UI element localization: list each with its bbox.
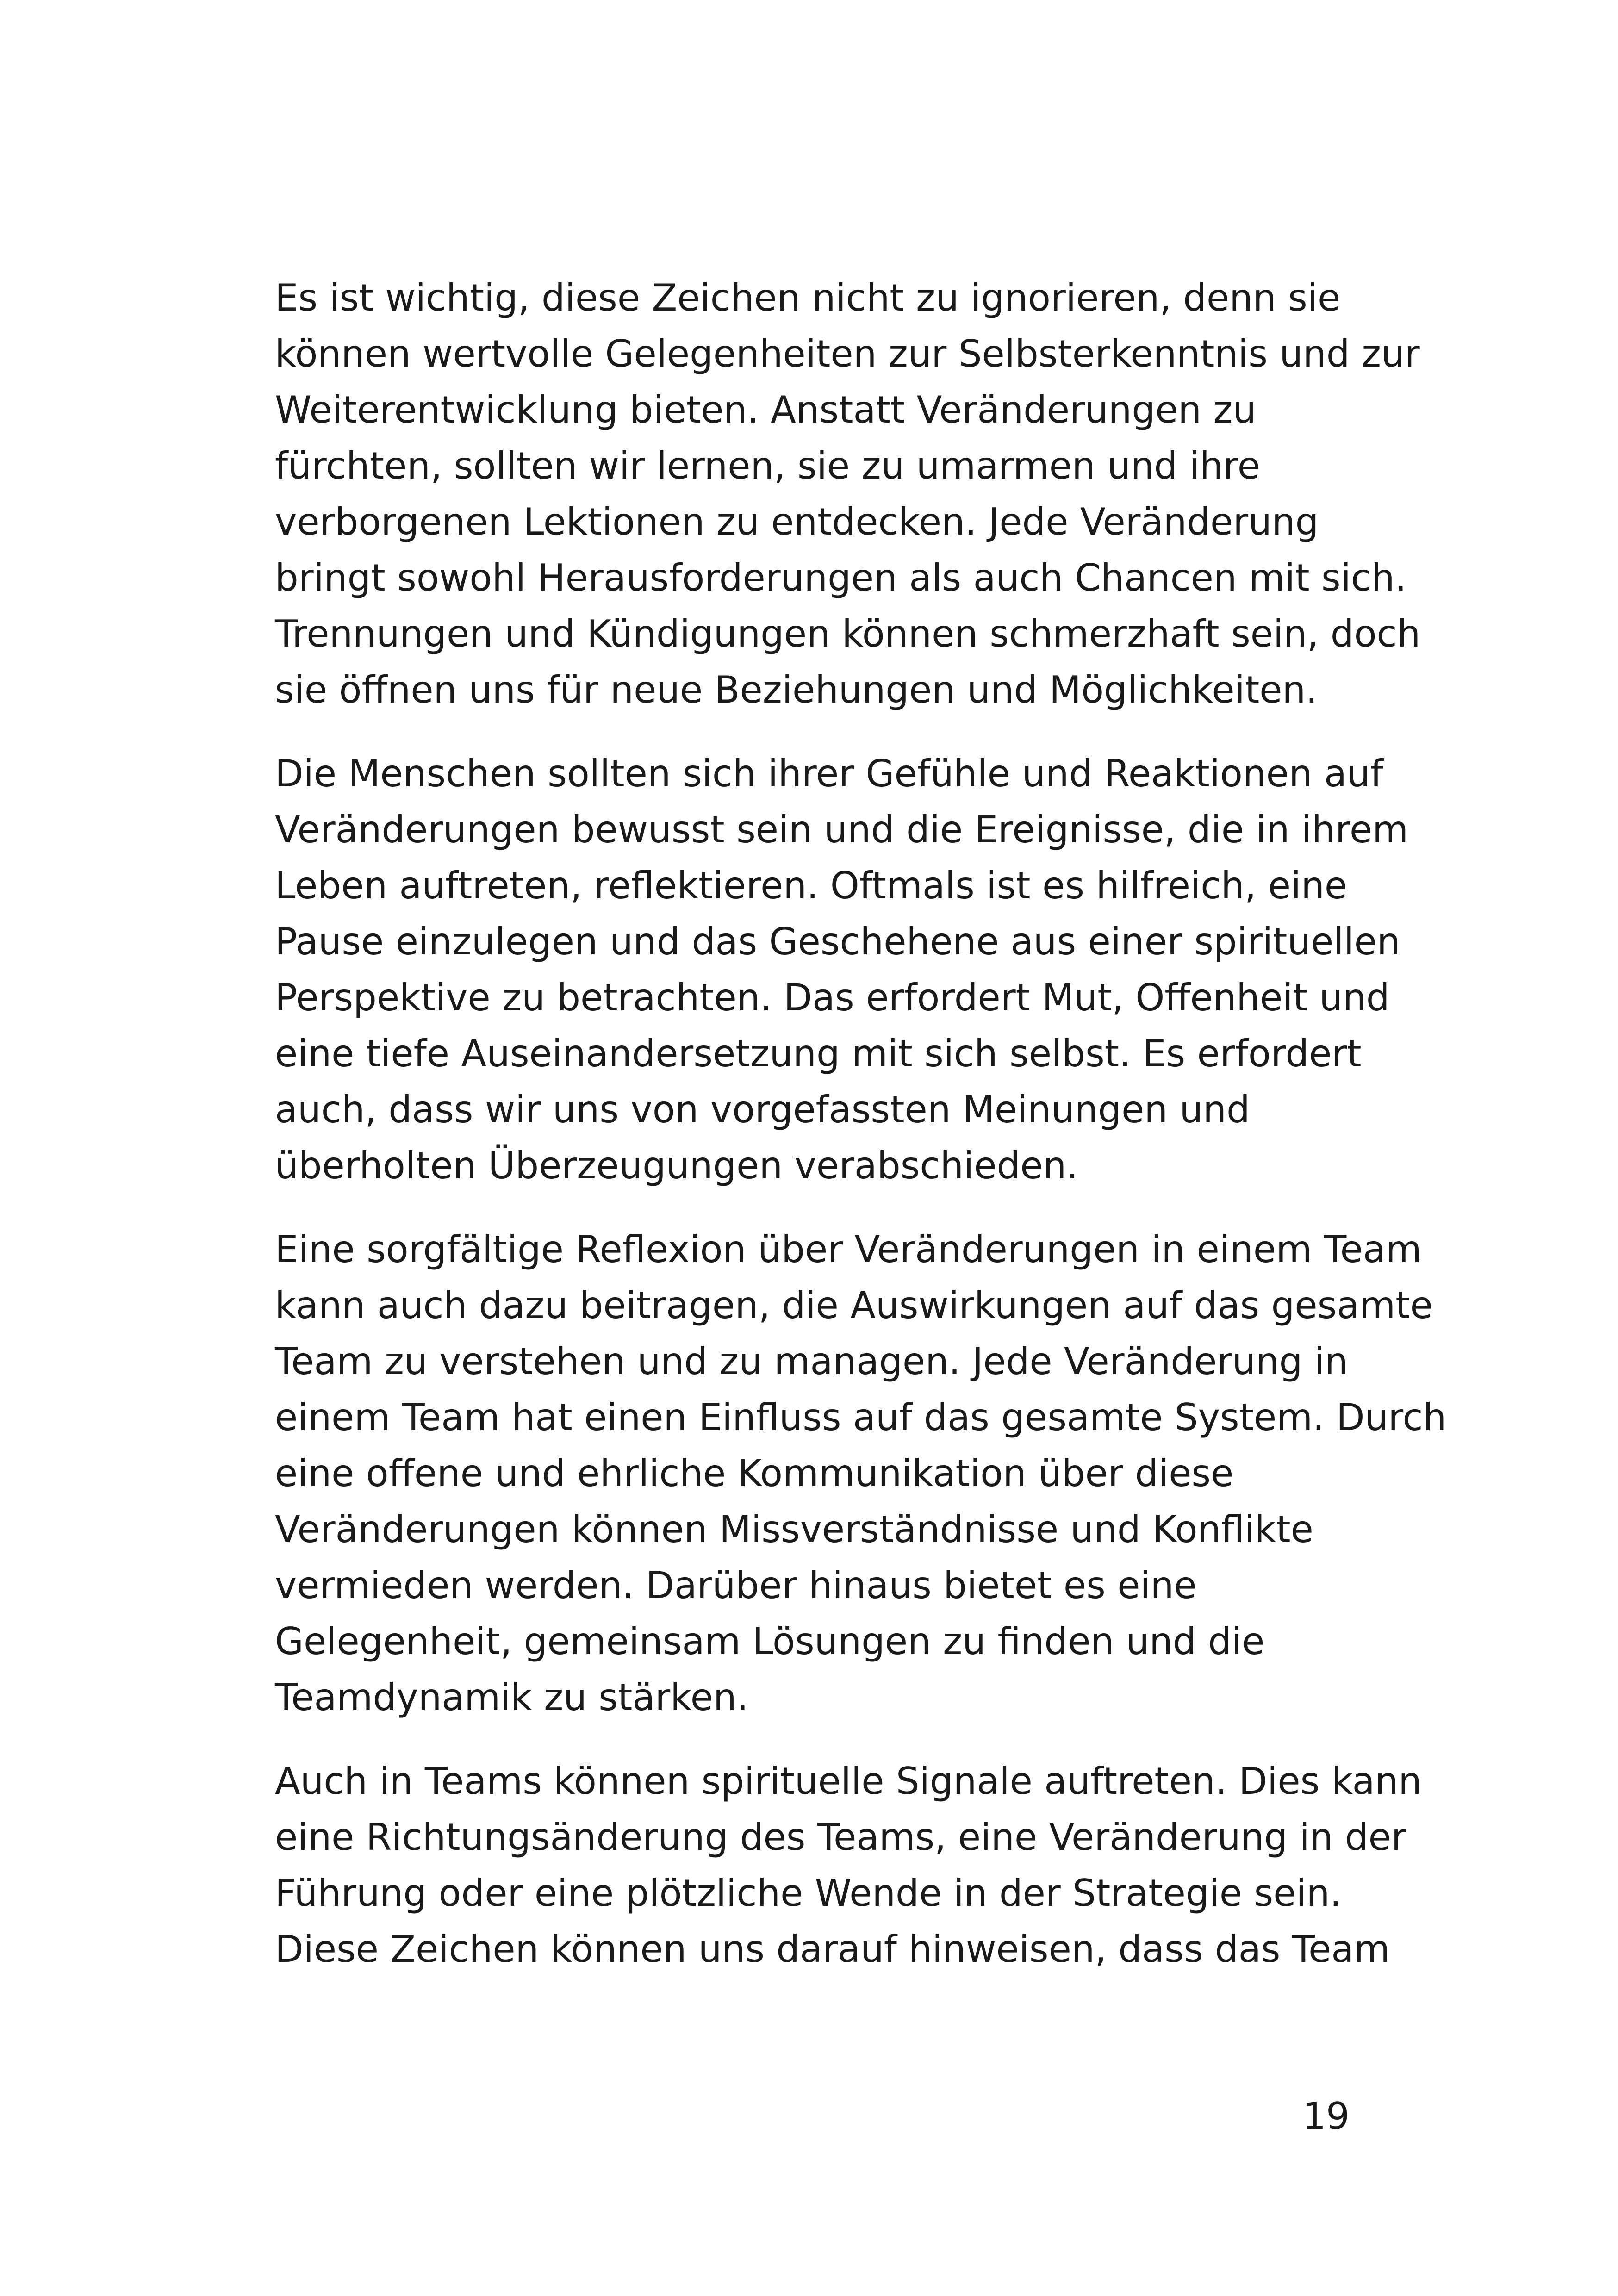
paragraph-3 — [275, 1221, 1447, 1725]
paragraph-4 — [275, 1753, 1422, 1977]
text-line: einem Team hat einen Einfluss auf das gesamte System. Durch — [275, 1396, 1447, 1439]
text-line: Eine sorgfältige Reflexion über Veränderungen in einem Team — [275, 1228, 1422, 1271]
text-line: Es ist wichtig, diese Zeichen nicht zu ignorieren, denn sie — [275, 276, 1341, 319]
body-text — [275, 270, 1447, 2005]
text-line: Gelegenheit, gemeinsam Lösungen zu finden und die — [275, 1620, 1265, 1663]
text-line: Diese Zeichen können uns darauf hinweisen, dass das Team — [275, 1928, 1390, 1971]
text-line: Veränderungen können Missverständnisse und Konflikte — [275, 1508, 1313, 1551]
page-number: 19 — [1302, 2095, 1350, 2138]
text-line: Trennungen und Kündigungen können schmerzhaft sein, doch — [275, 612, 1421, 655]
text-line: eine Richtungsänderung des Teams, eine Veränderung in der — [275, 1816, 1406, 1859]
text-line: eine offene und ehrliche Kommunikation über diese — [275, 1452, 1234, 1495]
text-line: fürchten, sollten wir lernen, sie zu umarmen und ihre — [275, 444, 1261, 487]
text-line: überholten Überzeugungen verabschieden. — [275, 1144, 1078, 1187]
text-line: kann auch dazu beitragen, die Auswirkungen auf das gesamte — [275, 1284, 1433, 1327]
text-line: eine tiefe Auseinandersetzung mit sich selbst. Es erfordert — [275, 1032, 1362, 1075]
text-line: Die Menschen sollten sich ihrer Gefühle und Reaktionen auf — [275, 752, 1383, 795]
text-line: verborgenen Lektionen zu entdecken. Jede Veränderung — [275, 500, 1319, 543]
text-line: auch, dass wir uns von vorgefassten Meinungen und — [275, 1088, 1250, 1131]
text-line: Pause einzulegen und das Geschehene aus einer spirituellen — [275, 920, 1400, 963]
text-line: Weiterentwicklung bieten. Anstatt Veränderungen zu — [275, 388, 1257, 431]
text-line: Führung oder eine plötzliche Wende in der Strategie sein. — [275, 1872, 1342, 1915]
text-line: Team zu verstehen und zu managen. Jede Veränderung in — [275, 1340, 1348, 1383]
text-line: Leben auftreten, reflektieren. Oftmals ist es hilfreich, eine — [275, 864, 1348, 907]
paragraph-1 — [275, 270, 1421, 718]
text-line: Perspektive zu betrachten. Das erfordert Mut, Offenheit und — [275, 976, 1390, 1019]
text-line: sie öffnen uns für neue Beziehungen und Möglichkeiten. — [275, 668, 1318, 711]
text-line: bringt sowohl Herausforderungen als auch Chancen mit sich. — [275, 556, 1407, 599]
paragraph-2 — [275, 746, 1409, 1194]
text-line: vermieden werden. Darüber hinaus bietet es eine — [275, 1564, 1197, 1607]
text-line: können wertvolle Gelegenheiten zur Selbsterkenntnis und zur — [275, 332, 1420, 375]
text-line: Teamdynamik zu stärken. — [275, 1676, 749, 1719]
text-line: Veränderungen bewusst sein und die Ereignisse, die in ihrem — [275, 808, 1409, 851]
text-line: Auch in Teams können spirituelle Signale auftreten. Dies kann — [275, 1760, 1422, 1803]
